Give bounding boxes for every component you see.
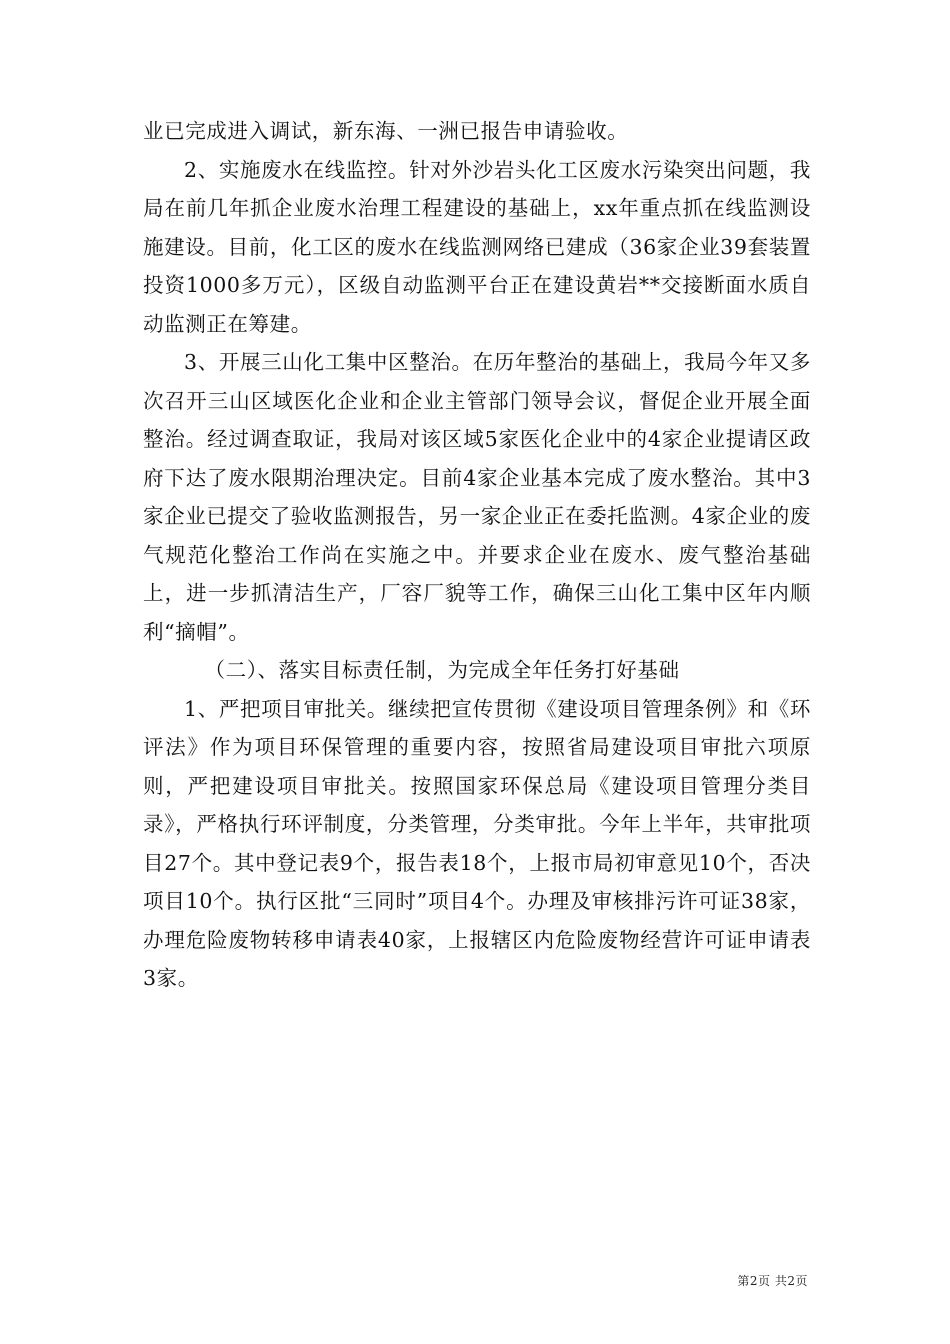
paragraph-project-approval: 1、严把项目审批关。继续把宣传贯彻《建设项目管理条例》和《环评法》作为项目环保管理的重要内容，按照省局建设项目审批六项原则，严把建设项目审批关。按照国家环保总局《建设项目管理分类目录》，严格执行环评制度，分类管理，分类审批。今年上半年，共审批项目27个。其中登记表9个，报告表18个，上报市局初审意见10个，否决项目10个。执行区批“三同时”项目4个。办理及审核排污许可证38家，办理危险废物转移申请表40家，上报辖区内危险废物经营许可证申请表3家。 [143, 696, 811, 990]
section-heading: （二）、落实目标责任制，为完成全年任务打好基础 [204, 658, 680, 682]
page-number-footer: 第2页 共2页 [737, 1274, 808, 1288]
document-body [143, 112, 811, 998]
paragraph-wastewater-monitoring: 2、实施废水在线监控。针对外沙岩头化工区废水污染突出问题，我局在前几年抓企业废水治理工程建设的基础上，xx年重点抓在线监测设施建设。目前，化工区的废水在线监测网络已建成（36家企业39套装置投资1000多万元），区级自动监测平台正在建设黄岩**交接断面水质自动监测正在筹建。 [143, 157, 811, 336]
paragraph-sanshan-rectification: 3、开展三山化工集中区整治。在历年整治的基础上，我局今年又多次召开三山区域医化企业和企业主管部门领导会议，督促企业开展全面整治。经过调查取证，我局对该区域5家医化企业中的4家企业提请区政府下达了废水限期治理决定。目前4家企业基本完成了废水整治。其中3家企业已提交了验收监测报告，另一家企业正在委托监测。4家企业的废气规范化整治工作尚在实施之中。并要求企业在废水、废气整治基础上，进一步抓清洁生产，厂容厂貌等工作，确保三山化工集中区年内顺利“摘帽”。 [143, 350, 811, 644]
paragraph-continuation: 业已完成进入调试，新东海、一洲已报告申请验收。 [143, 119, 629, 143]
